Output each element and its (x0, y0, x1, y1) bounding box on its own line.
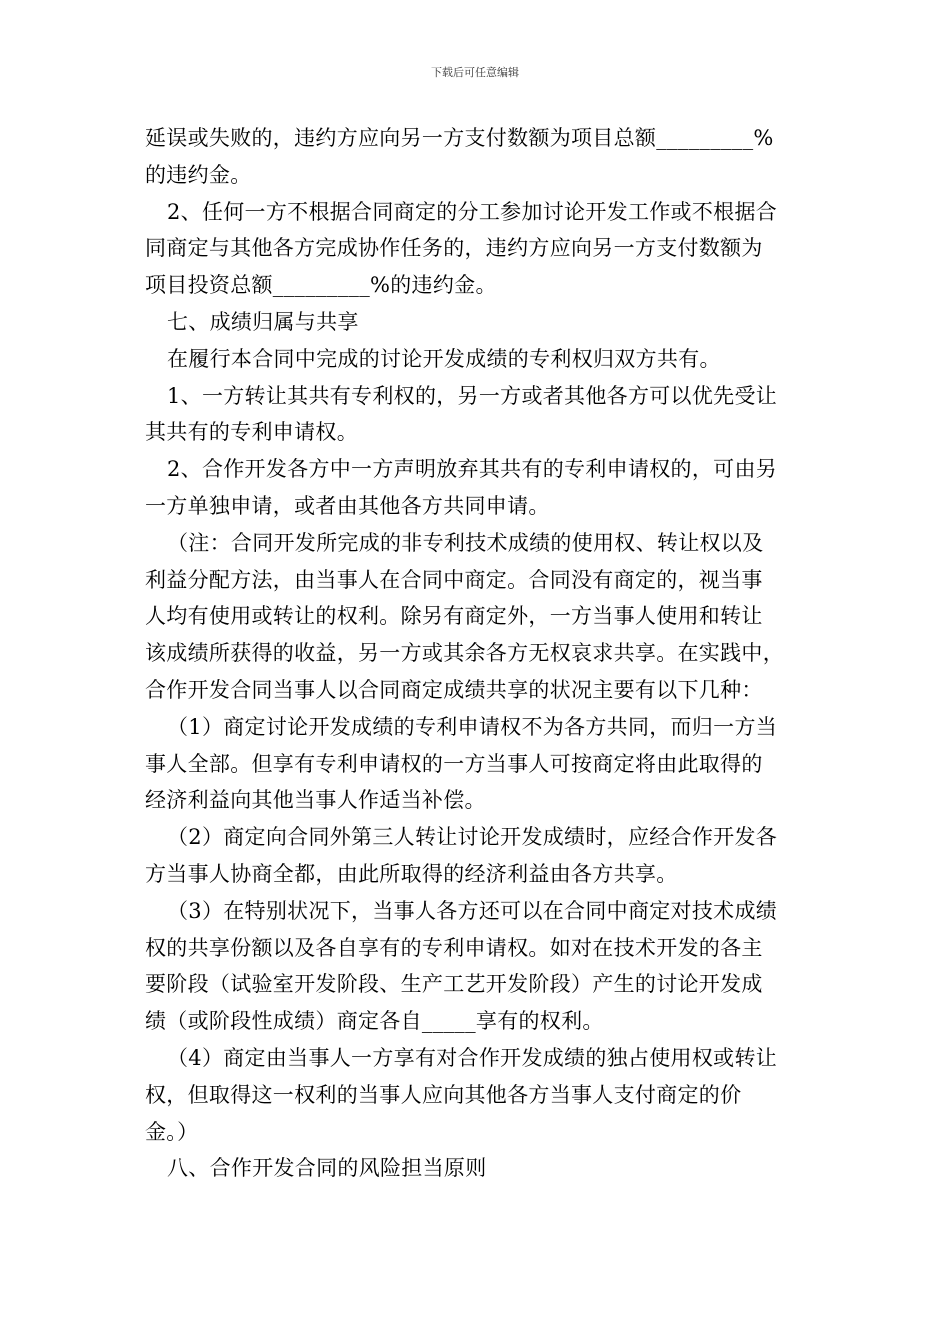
paragraph-line: 要阶段（试验室开发阶段、生产工艺开发阶段）产生的讨论开发成 (145, 972, 763, 997)
paragraph (145, 304, 825, 341)
paragraph-line: 七、成绩归属与共享 (167, 309, 359, 334)
paragraph-line: （4）商定由当事人一方享有对合作开发成绩的独占使用权或转让 (167, 1045, 778, 1070)
paragraph-line: 的违约金。 (145, 162, 252, 187)
paragraph-line: （1）商定讨论开发成绩的专利申请权不为各方共同，而归一方当 (167, 714, 778, 739)
paragraph (145, 194, 825, 304)
paragraph-line: 绩（或阶段性成绩）商定各自_____享有的权利。 (145, 1009, 604, 1034)
paragraph (145, 451, 825, 525)
paragraph-line: 同商定与其他各方完成协作任务的，违约方应向另一方支付数额为 (145, 236, 763, 261)
paragraph-line: 权，但取得这一权利的当事人应向其他各方当事人支付商定的价 (145, 1082, 742, 1107)
paragraph-line: 2、合作开发各方中一方声明放弃其共有的专利申请权的，可由另 (167, 457, 778, 482)
paragraph-line: （注：合同开发所完成的非专利技术成绩的使用权、转让权以及 (167, 530, 764, 555)
paragraph-line: 一方单独申请，或者由其他各方共同申请。 (145, 493, 550, 518)
paragraph-line: 人均有使用或转让的权利。除另有商定外，一方当事人使用和转让 (145, 604, 763, 629)
paragraph-line: 合作开发合同当事人以合同商定成绩共享的状况主要有以下几种： (145, 677, 763, 702)
paragraph (145, 120, 825, 194)
paragraph-line: 经济利益向其他当事人作适当补偿。 (145, 788, 486, 813)
paragraph (145, 525, 825, 709)
paragraph (145, 1040, 825, 1150)
paragraph-line: 权的共享份额以及各自享有的专利申请权。如对在技术开发的各主 (145, 935, 763, 960)
paragraph (145, 709, 825, 819)
paragraph-line: 事人全部。但享有专利申请权的一方当事人可按商定将由此取得的 (145, 751, 763, 776)
paragraph-line: 利益分配方法，由当事人在合同中商定。合同没有商定的，视当事 (145, 567, 763, 592)
paragraph-line: 金。） (145, 1119, 199, 1144)
paragraph-line: 延误或失败的，违约方应向另一方支付数额为项目总额_________% (145, 126, 774, 150)
paragraph-line: （3）在特别状况下，当事人各方还可以在合同中商定对技术成绩 (167, 898, 778, 923)
paragraph-line: 项目投资总额_________%的违约金。 (145, 273, 497, 298)
document-body (145, 120, 825, 1187)
paragraph (145, 1150, 825, 1187)
paragraph-line: 2、任何一方不根据合同商定的分工参加讨论开发工作或不根据合 (167, 199, 778, 224)
paragraph-line: 在履行本合同中完成的讨论开发成绩的专利权归双方共有。 (167, 346, 721, 371)
paragraph (145, 819, 825, 893)
page-header: 下载后可任意编辑 (431, 66, 519, 79)
paragraph-line: 该成绩所获得的收益，另一方或其余各方无权哀求共享。在实践中， (145, 641, 784, 666)
paragraph-line: 八、合作开发合同的风险担当原则 (167, 1156, 487, 1181)
paragraph (145, 893, 825, 1040)
paragraph-line: 其共有的专利申请权。 (145, 420, 358, 445)
paragraph-line: 1、一方转让其共有专利权的，另一方或者其他各方可以优先受让 (167, 383, 778, 408)
paragraph (145, 341, 825, 378)
paragraph-line: 方当事人协商全都，由此所取得的经济利益由各方共享。 (145, 861, 678, 886)
paragraph-line: （2）商定向合同外第三人转让讨论开发成绩时，应经合作开发各 (167, 825, 778, 850)
paragraph (145, 378, 825, 452)
